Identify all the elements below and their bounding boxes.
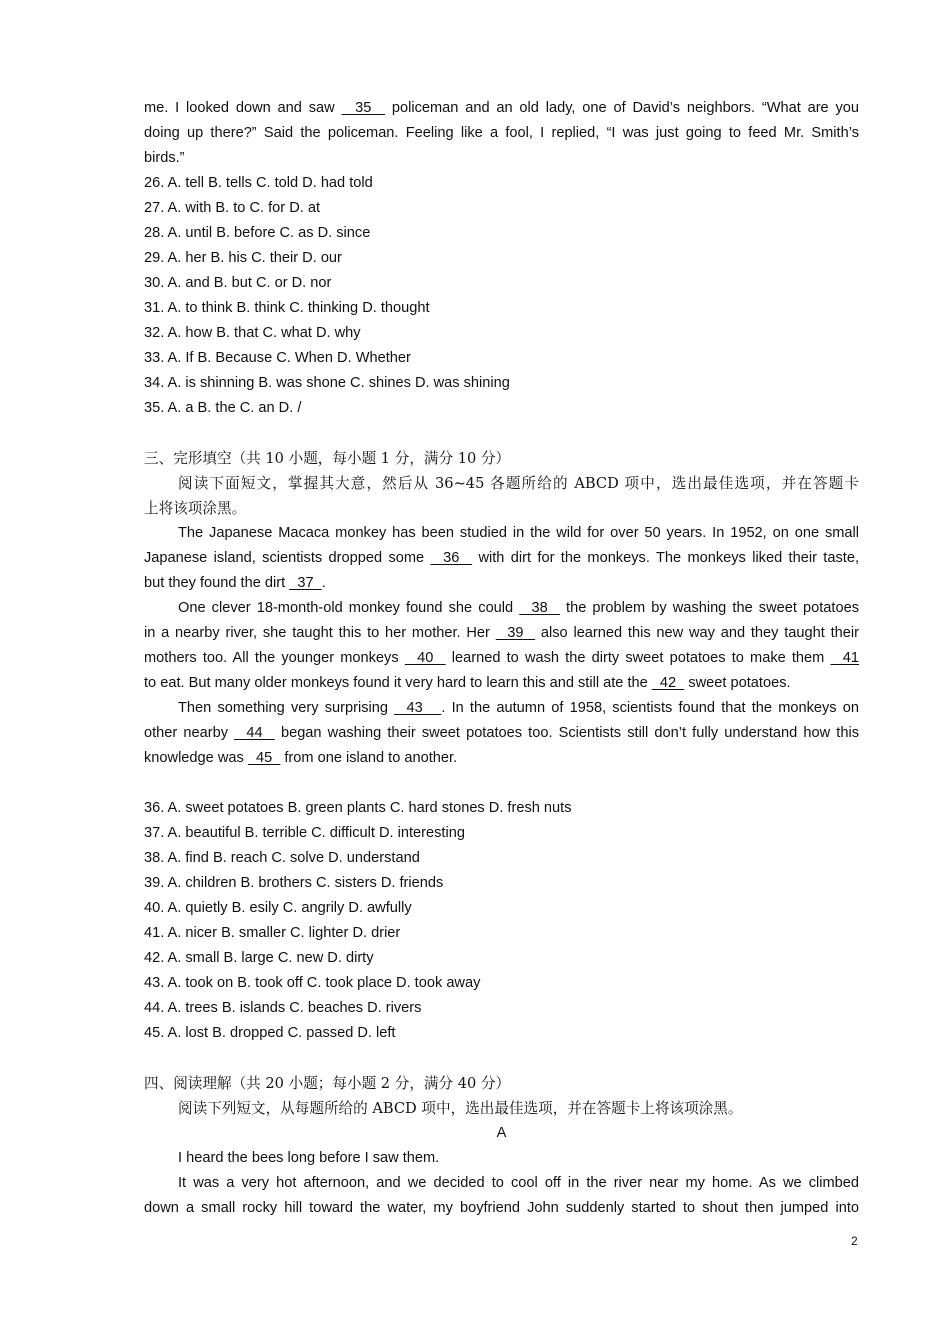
option-row: 29. A. her B. his C. their D. our	[144, 250, 342, 266]
option-row: 41. A. nicer B. smaller C. lighter D. drier	[144, 925, 401, 941]
blank-41: 41	[830, 650, 860, 666]
section-instruction: 上将该项涂黑。	[144, 500, 247, 517]
passage-line: doing up there?” Said the policeman. Feeling like a fool, I replied, “I was just going to feed Mr. Smith’s	[144, 125, 859, 141]
passage-line: birds.”	[144, 150, 185, 166]
cloze-line: The Japanese Macaca monkey has been studied in the wild for over 50 years. In 1952, on one small	[178, 525, 859, 541]
option-row: 31. A. to think B. think C. thinking D. thought	[144, 300, 430, 316]
option-row: 33. A. If B. Because C. When D. Whether	[144, 350, 411, 366]
blank-38: 38	[519, 600, 560, 616]
option-row: 42. A. small B. large C. new D. dirty	[144, 950, 374, 966]
option-row: 27. A. with B. to C. for D. at	[144, 200, 321, 216]
option-row: 32. A. how B. that C. what D. why	[144, 325, 361, 341]
cloze-line: Then something very surprising 43 . In the autumn of 1958, scientists found that the monkeys on	[178, 700, 860, 716]
blank-44: 44	[234, 725, 275, 741]
cloze-line: to eat. But many older monkeys found it very hard to learn this and still ate the 42 sweet potatoes.	[144, 675, 791, 691]
reading-line: down a small rocky hill toward the water, my boyfriend John suddenly started to shout then jumped into	[144, 1200, 859, 1216]
section-heading: 四、阅读理解（共 20 小题；每小题 2 分，满分 40 分）	[144, 1075, 511, 1092]
blank-39: 39	[495, 625, 536, 641]
blank-42: 42	[651, 675, 685, 691]
passage-line: me. I looked down and saw 35 policeman and an old lady, one of David’s neighbors. “What are you	[144, 100, 860, 116]
option-row: 34. A. is shinning B. was shone C. shines D. was shining	[144, 375, 510, 391]
option-row: 43. A. took on B. took off C. took place D. took away	[144, 975, 481, 991]
reading-line: It was a very hot afternoon, and we decided to cool off in the river near my home. As we climbed	[178, 1175, 859, 1191]
option-row: 45. A. lost B. dropped C. passed D. left	[144, 1025, 396, 1041]
page-number: 2	[851, 1234, 858, 1248]
reading-line: I heard the bees long before I saw them.	[178, 1150, 440, 1166]
options-list-36-45	[144, 796, 859, 1046]
option-row: 26. A. tell B. tells C. told D. had told	[144, 175, 373, 191]
option-row: 37. A. beautiful B. terrible C. difficult D. interesting	[144, 825, 465, 841]
option-row: 44. A. trees B. islands C. beaches D. rivers	[144, 1000, 422, 1016]
option-row: 38. A. find B. reach C. solve D. understand	[144, 850, 420, 866]
blank-45: 45	[247, 750, 281, 766]
document-page	[144, 96, 859, 1221]
section-instruction: 阅读下面短文，掌握其大意，然后从 36~45 各题所给的 ABCD 项中，选出最佳选项，并在答题卡	[178, 475, 859, 492]
cloze-line: other nearby 44 began washing their sweet potatoes too. Scientists still don’t fully understand how this	[144, 725, 859, 741]
cloze-line: One clever 18-month-old monkey found she could 38 the problem by washing the sweet potatoes	[178, 600, 860, 616]
options-list-26-35	[144, 171, 859, 421]
blank-43: 43	[394, 700, 442, 716]
option-row: 35. A. a B. the C. an D. /	[144, 400, 302, 416]
cloze-line: but they found the dirt 37 .	[144, 575, 326, 591]
cloze-line: in a nearby river, she taught this to her mother. Her 39 also learned this new way and they taught their	[144, 625, 859, 641]
blank-36: 36	[430, 550, 473, 566]
cloze-line: Japanese island, scientists dropped some 36 with dirt for the monkeys. The monkeys liked their taste,	[144, 550, 859, 566]
cloze-line: mothers too. All the younger monkeys 40 learned to wash the dirty sweet potatoes to make them 41	[144, 650, 860, 666]
option-row: 30. A. and B. but C. or D. nor	[144, 275, 332, 291]
blank-40: 40	[404, 650, 446, 666]
cloze-line: knowledge was 45 from one island to another.	[144, 750, 458, 766]
option-row: 39. A. children B. brothers C. sisters D. friends	[144, 875, 444, 891]
option-row: 28. A. until B. before C. as D. since	[144, 225, 371, 241]
option-row: 36. A. sweet potatoes B. green plants C. hard stones D. fresh nuts	[144, 800, 572, 816]
blank-37: 37	[289, 575, 322, 591]
passage-label: A	[496, 1125, 507, 1141]
section-heading: 三、完形填空（共 10 小题，每小题 1 分，满分 10 分）	[144, 450, 511, 467]
section-instruction: 阅读下列短文，从每题所给的 ABCD 项中，选出最佳选项，并在答题卡上将该项涂黑。	[178, 1100, 743, 1117]
blank-35: 35	[341, 100, 386, 116]
option-row: 40. A. quietly B. esily C. angrily D. awfully	[144, 900, 412, 916]
